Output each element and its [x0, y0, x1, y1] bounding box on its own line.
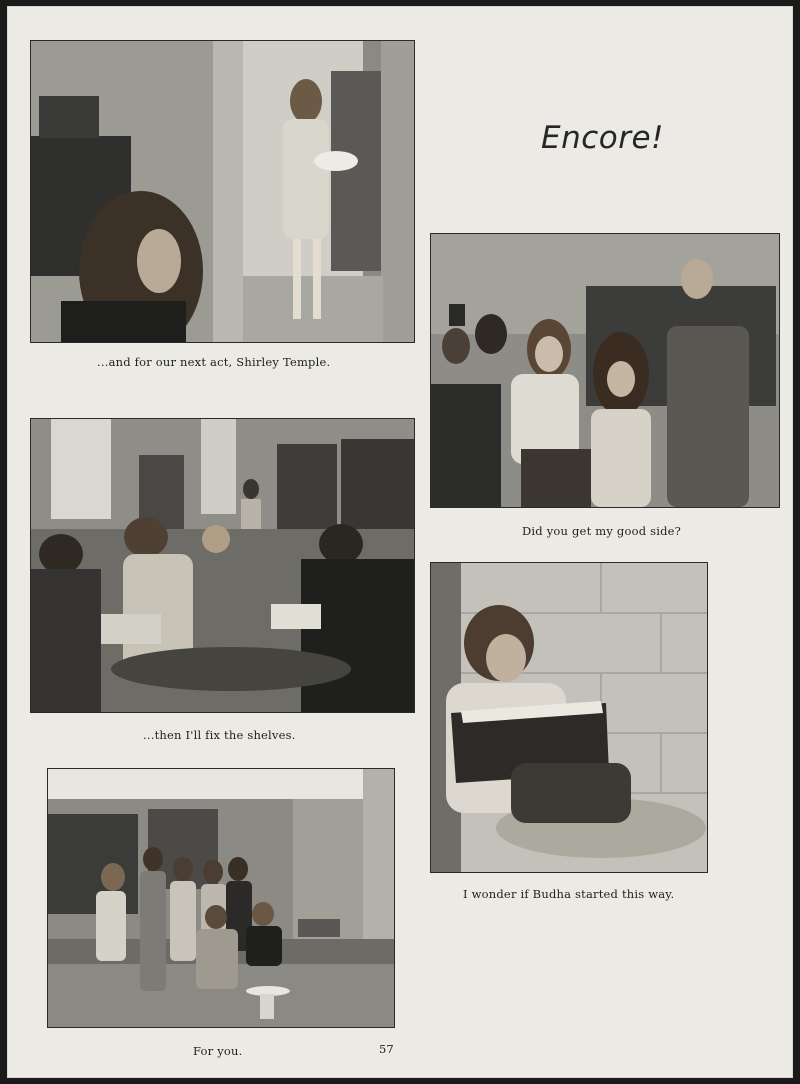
photo-caption: Did you get my good side? [522, 524, 682, 538]
photo-caption: For you. [193, 1044, 243, 1058]
photo-doorway-image [31, 41, 414, 342]
yearbook-page [7, 6, 793, 1078]
photo-reading [430, 562, 708, 873]
photo-classroom-group-image [431, 234, 779, 507]
photo-library-image [31, 419, 414, 712]
photo-outdoor-group [47, 768, 395, 1028]
photo-classroom-group [430, 233, 780, 508]
photo-outdoor-group-image [48, 769, 394, 1027]
photo-reading-image [431, 563, 707, 872]
photo-library [30, 418, 415, 713]
photo-caption: I wonder if Budha started this way. [463, 887, 675, 901]
photo-caption: ...and for our next act, Shirley Temple. [97, 355, 331, 369]
page-number: 57 [379, 1042, 394, 1056]
page-title: Encore! [541, 120, 664, 156]
photo-caption: ...then I'll fix the shelves. [143, 728, 296, 742]
photo-doorway [30, 40, 415, 343]
